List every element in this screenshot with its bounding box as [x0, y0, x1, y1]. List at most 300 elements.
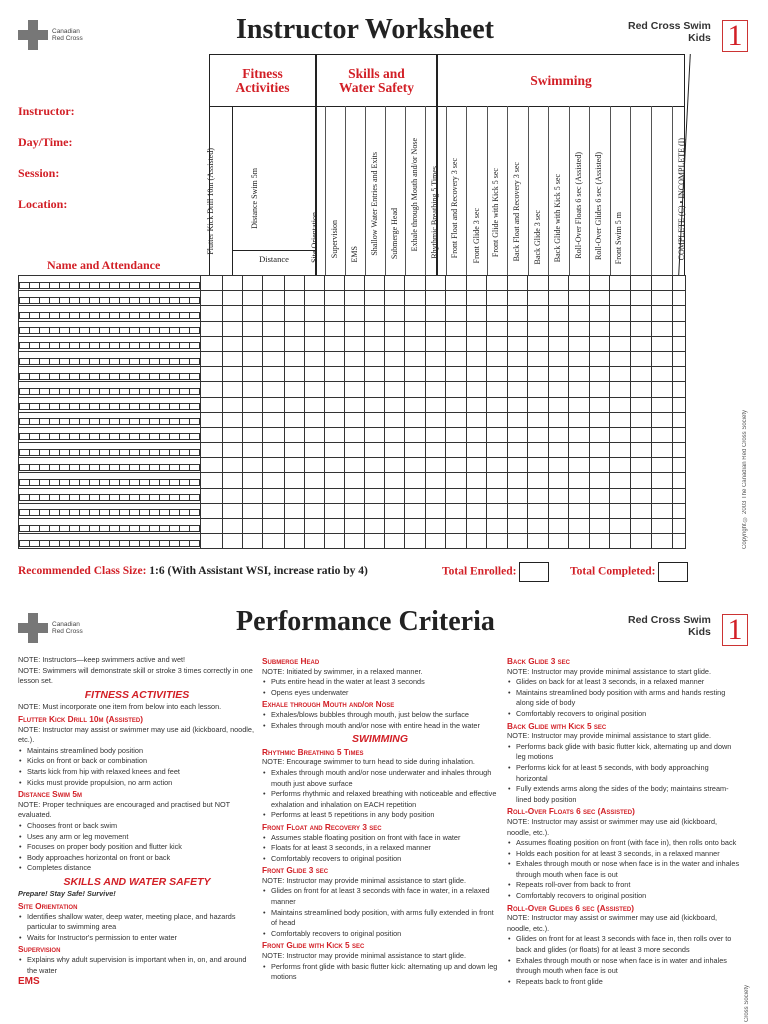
name-cell[interactable] — [19, 473, 201, 488]
score-cell[interactable] — [528, 519, 549, 534]
score-cell[interactable] — [305, 443, 325, 458]
score-cell[interactable] — [673, 291, 686, 306]
score-cell[interactable] — [610, 397, 631, 412]
score-cell[interactable] — [201, 427, 223, 442]
score-cell[interactable] — [365, 367, 385, 382]
score-cell[interactable] — [325, 473, 345, 488]
score-cell[interactable] — [590, 291, 610, 306]
score-cell[interactable] — [201, 488, 223, 503]
score-cell[interactable] — [201, 367, 223, 382]
score-cell[interactable] — [201, 336, 223, 351]
score-cell[interactable] — [405, 443, 426, 458]
score-cell[interactable] — [528, 367, 549, 382]
score-cell[interactable] — [263, 519, 285, 534]
score-cell[interactable] — [569, 276, 590, 291]
score-cell[interactable] — [652, 458, 673, 473]
score-cell[interactable] — [243, 503, 263, 518]
score-cell[interactable] — [285, 306, 305, 321]
score-cell[interactable] — [631, 519, 652, 534]
score-cell[interactable] — [508, 382, 528, 397]
name-cell[interactable] — [19, 412, 201, 427]
score-cell[interactable] — [467, 503, 487, 518]
score-cell[interactable] — [590, 306, 610, 321]
score-cell[interactable] — [487, 412, 508, 427]
score-cell[interactable] — [345, 367, 365, 382]
score-cell[interactable] — [345, 427, 365, 442]
score-cell[interactable] — [590, 473, 610, 488]
score-cell[interactable] — [426, 534, 446, 549]
score-cell[interactable] — [652, 276, 673, 291]
score-cell[interactable] — [385, 488, 405, 503]
score-cell[interactable] — [223, 351, 243, 366]
score-cell[interactable] — [528, 397, 549, 412]
score-cell[interactable] — [223, 276, 243, 291]
score-cell[interactable] — [549, 321, 569, 336]
score-cell[interactable] — [446, 276, 467, 291]
score-cell[interactable] — [528, 321, 549, 336]
score-cell[interactable] — [549, 503, 569, 518]
score-cell[interactable] — [426, 488, 446, 503]
score-cell[interactable] — [263, 306, 285, 321]
score-cell[interactable] — [487, 458, 508, 473]
score-cell[interactable] — [487, 306, 508, 321]
score-cell[interactable] — [325, 458, 345, 473]
score-cell[interactable] — [467, 382, 487, 397]
score-cell[interactable] — [610, 276, 631, 291]
score-cell[interactable] — [487, 534, 508, 549]
score-cell[interactable] — [508, 306, 528, 321]
score-cell[interactable] — [325, 276, 345, 291]
score-cell[interactable] — [243, 321, 263, 336]
score-cell[interactable] — [631, 321, 652, 336]
score-cell[interactable] — [385, 367, 405, 382]
score-cell[interactable] — [305, 534, 325, 549]
score-cell[interactable] — [305, 427, 325, 442]
score-cell[interactable] — [385, 306, 405, 321]
score-cell[interactable] — [345, 443, 365, 458]
score-cell[interactable] — [673, 306, 686, 321]
name-cell[interactable] — [19, 321, 201, 336]
score-cell[interactable] — [243, 473, 263, 488]
score-cell[interactable] — [201, 397, 223, 412]
score-cell[interactable] — [610, 519, 631, 534]
score-cell[interactable] — [446, 291, 467, 306]
score-cell[interactable] — [426, 336, 446, 351]
score-cell[interactable] — [590, 503, 610, 518]
score-cell[interactable] — [263, 534, 285, 549]
score-cell[interactable] — [385, 458, 405, 473]
score-cell[interactable] — [365, 276, 385, 291]
score-cell[interactable] — [569, 367, 590, 382]
score-cell[interactable] — [508, 427, 528, 442]
score-cell[interactable] — [345, 534, 365, 549]
score-cell[interactable] — [223, 382, 243, 397]
score-cell[interactable] — [405, 336, 426, 351]
score-cell[interactable] — [385, 351, 405, 366]
score-cell[interactable] — [569, 336, 590, 351]
score-cell[interactable] — [631, 458, 652, 473]
score-cell[interactable] — [365, 488, 385, 503]
score-cell[interactable] — [285, 367, 305, 382]
score-cell[interactable] — [446, 382, 467, 397]
score-cell[interactable] — [590, 534, 610, 549]
score-cell[interactable] — [487, 427, 508, 442]
score-cell[interactable] — [467, 427, 487, 442]
score-cell[interactable] — [305, 503, 325, 518]
name-cell[interactable] — [19, 382, 201, 397]
score-cell[interactable] — [590, 367, 610, 382]
score-cell[interactable] — [285, 503, 305, 518]
score-cell[interactable] — [305, 291, 325, 306]
score-cell[interactable] — [487, 321, 508, 336]
score-cell[interactable] — [426, 397, 446, 412]
score-cell[interactable] — [590, 336, 610, 351]
score-cell[interactable] — [446, 336, 467, 351]
score-cell[interactable] — [223, 443, 243, 458]
score-cell[interactable] — [325, 503, 345, 518]
score-cell[interactable] — [223, 321, 243, 336]
score-cell[interactable] — [508, 488, 528, 503]
score-cell[interactable] — [528, 276, 549, 291]
score-cell[interactable] — [652, 473, 673, 488]
score-cell[interactable] — [201, 351, 223, 366]
score-cell[interactable] — [508, 276, 528, 291]
score-cell[interactable] — [263, 488, 285, 503]
score-cell[interactable] — [508, 412, 528, 427]
score-cell[interactable] — [385, 397, 405, 412]
score-cell[interactable] — [305, 276, 325, 291]
score-cell[interactable] — [426, 306, 446, 321]
score-cell[interactable] — [325, 367, 345, 382]
score-cell[interactable] — [652, 488, 673, 503]
score-cell[interactable] — [549, 412, 569, 427]
score-cell[interactable] — [285, 473, 305, 488]
score-cell[interactable] — [426, 367, 446, 382]
name-cell[interactable] — [19, 276, 201, 291]
score-cell[interactable] — [508, 351, 528, 366]
score-cell[interactable] — [405, 382, 426, 397]
score-cell[interactable] — [508, 473, 528, 488]
score-cell[interactable] — [549, 336, 569, 351]
score-cell[interactable] — [673, 351, 686, 366]
score-cell[interactable] — [590, 427, 610, 442]
score-cell[interactable] — [201, 291, 223, 306]
score-cell[interactable] — [385, 276, 405, 291]
name-cell[interactable] — [19, 291, 201, 306]
score-cell[interactable] — [652, 321, 673, 336]
score-cell[interactable] — [610, 458, 631, 473]
score-cell[interactable] — [487, 519, 508, 534]
score-cell[interactable] — [405, 427, 426, 442]
score-cell[interactable] — [549, 473, 569, 488]
score-cell[interactable] — [405, 397, 426, 412]
score-cell[interactable] — [631, 427, 652, 442]
score-cell[interactable] — [405, 503, 426, 518]
score-cell[interactable] — [673, 534, 686, 549]
score-cell[interactable] — [385, 473, 405, 488]
score-cell[interactable] — [652, 382, 673, 397]
score-cell[interactable] — [631, 443, 652, 458]
score-cell[interactable] — [305, 351, 325, 366]
score-cell[interactable] — [610, 336, 631, 351]
score-cell[interactable] — [243, 458, 263, 473]
score-cell[interactable] — [365, 306, 385, 321]
score-cell[interactable] — [446, 458, 467, 473]
score-cell[interactable] — [508, 503, 528, 518]
score-cell[interactable] — [285, 443, 305, 458]
score-cell[interactable] — [201, 443, 223, 458]
score-cell[interactable] — [467, 534, 487, 549]
score-cell[interactable] — [487, 503, 508, 518]
score-cell[interactable] — [610, 473, 631, 488]
score-cell[interactable] — [243, 276, 263, 291]
total-enrolled-field[interactable] — [519, 562, 549, 582]
score-cell[interactable] — [345, 351, 365, 366]
score-cell[interactable] — [528, 427, 549, 442]
score-cell[interactable] — [345, 382, 365, 397]
score-cell[interactable] — [201, 503, 223, 518]
score-cell[interactable] — [285, 276, 305, 291]
score-cell[interactable] — [223, 412, 243, 427]
score-cell[interactable] — [569, 306, 590, 321]
score-cell[interactable] — [201, 534, 223, 549]
score-cell[interactable] — [467, 473, 487, 488]
score-cell[interactable] — [467, 412, 487, 427]
score-cell[interactable] — [467, 443, 487, 458]
score-cell[interactable] — [305, 488, 325, 503]
score-cell[interactable] — [508, 534, 528, 549]
score-cell[interactable] — [446, 427, 467, 442]
score-cell[interactable] — [652, 367, 673, 382]
score-cell[interactable] — [631, 488, 652, 503]
score-cell[interactable] — [487, 336, 508, 351]
score-cell[interactable] — [652, 336, 673, 351]
score-cell[interactable] — [426, 412, 446, 427]
score-cell[interactable] — [305, 321, 325, 336]
score-cell[interactable] — [652, 291, 673, 306]
score-cell[interactable] — [405, 473, 426, 488]
score-cell[interactable] — [652, 412, 673, 427]
score-cell[interactable] — [528, 443, 549, 458]
score-cell[interactable] — [549, 382, 569, 397]
score-cell[interactable] — [487, 291, 508, 306]
score-cell[interactable] — [590, 276, 610, 291]
score-cell[interactable] — [201, 519, 223, 534]
score-cell[interactable] — [590, 351, 610, 366]
score-cell[interactable] — [569, 427, 590, 442]
score-cell[interactable] — [345, 291, 365, 306]
score-cell[interactable] — [285, 519, 305, 534]
score-cell[interactable] — [263, 427, 285, 442]
score-cell[interactable] — [610, 321, 631, 336]
score-cell[interactable] — [345, 336, 365, 351]
score-cell[interactable] — [569, 519, 590, 534]
score-cell[interactable] — [305, 397, 325, 412]
score-cell[interactable] — [263, 351, 285, 366]
score-cell[interactable] — [201, 306, 223, 321]
score-cell[interactable] — [385, 534, 405, 549]
score-cell[interactable] — [285, 291, 305, 306]
score-cell[interactable] — [446, 412, 467, 427]
score-cell[interactable] — [508, 519, 528, 534]
score-cell[interactable] — [528, 382, 549, 397]
score-cell[interactable] — [365, 336, 385, 351]
score-cell[interactable] — [325, 382, 345, 397]
score-cell[interactable] — [325, 306, 345, 321]
score-cell[interactable] — [631, 412, 652, 427]
name-cell[interactable] — [19, 306, 201, 321]
score-cell[interactable] — [305, 412, 325, 427]
score-cell[interactable] — [263, 397, 285, 412]
score-cell[interactable] — [528, 488, 549, 503]
score-cell[interactable] — [345, 397, 365, 412]
score-cell[interactable] — [528, 534, 549, 549]
score-cell[interactable] — [201, 276, 223, 291]
score-cell[interactable] — [426, 276, 446, 291]
score-cell[interactable] — [426, 458, 446, 473]
score-cell[interactable] — [345, 306, 365, 321]
score-cell[interactable] — [590, 519, 610, 534]
score-cell[interactable] — [508, 336, 528, 351]
score-cell[interactable] — [223, 488, 243, 503]
score-cell[interactable] — [405, 321, 426, 336]
score-cell[interactable] — [405, 291, 426, 306]
score-cell[interactable] — [508, 443, 528, 458]
score-cell[interactable] — [285, 336, 305, 351]
score-cell[interactable] — [569, 458, 590, 473]
score-cell[interactable] — [569, 443, 590, 458]
score-cell[interactable] — [325, 412, 345, 427]
score-cell[interactable] — [610, 412, 631, 427]
score-cell[interactable] — [305, 367, 325, 382]
score-cell[interactable] — [405, 534, 426, 549]
score-cell[interactable] — [631, 306, 652, 321]
score-cell[interactable] — [610, 503, 631, 518]
score-cell[interactable] — [385, 382, 405, 397]
score-cell[interactable] — [528, 291, 549, 306]
score-cell[interactable] — [590, 458, 610, 473]
score-cell[interactable] — [673, 519, 686, 534]
score-cell[interactable] — [631, 382, 652, 397]
name-cell[interactable] — [19, 367, 201, 382]
score-cell[interactable] — [405, 367, 426, 382]
score-cell[interactable] — [631, 397, 652, 412]
score-cell[interactable] — [325, 351, 345, 366]
score-cell[interactable] — [590, 412, 610, 427]
score-cell[interactable] — [223, 458, 243, 473]
score-cell[interactable] — [590, 397, 610, 412]
score-cell[interactable] — [673, 336, 686, 351]
score-cell[interactable] — [631, 351, 652, 366]
score-cell[interactable] — [405, 519, 426, 534]
score-cell[interactable] — [610, 427, 631, 442]
score-cell[interactable] — [446, 503, 467, 518]
score-cell[interactable] — [285, 397, 305, 412]
score-cell[interactable] — [528, 473, 549, 488]
score-cell[interactable] — [487, 382, 508, 397]
score-cell[interactable] — [325, 291, 345, 306]
score-cell[interactable] — [263, 276, 285, 291]
score-cell[interactable] — [201, 382, 223, 397]
score-cell[interactable] — [487, 488, 508, 503]
score-cell[interactable] — [569, 534, 590, 549]
score-cell[interactable] — [223, 534, 243, 549]
score-cell[interactable] — [549, 427, 569, 442]
score-cell[interactable] — [610, 488, 631, 503]
score-cell[interactable] — [467, 351, 487, 366]
score-cell[interactable] — [673, 488, 686, 503]
score-cell[interactable] — [673, 503, 686, 518]
score-cell[interactable] — [631, 336, 652, 351]
score-cell[interactable] — [325, 534, 345, 549]
score-cell[interactable] — [365, 473, 385, 488]
score-cell[interactable] — [467, 397, 487, 412]
score-cell[interactable] — [243, 412, 263, 427]
score-cell[interactable] — [325, 488, 345, 503]
score-cell[interactable] — [549, 443, 569, 458]
score-cell[interactable] — [405, 412, 426, 427]
score-cell[interactable] — [405, 306, 426, 321]
score-cell[interactable] — [365, 397, 385, 412]
name-cell[interactable] — [19, 503, 201, 518]
score-cell[interactable] — [569, 351, 590, 366]
score-cell[interactable] — [223, 503, 243, 518]
score-cell[interactable] — [263, 458, 285, 473]
score-cell[interactable] — [569, 412, 590, 427]
score-cell[interactable] — [610, 382, 631, 397]
score-cell[interactable] — [223, 519, 243, 534]
score-cell[interactable] — [201, 321, 223, 336]
score-cell[interactable] — [673, 473, 686, 488]
score-cell[interactable] — [549, 397, 569, 412]
score-cell[interactable] — [385, 321, 405, 336]
score-cell[interactable] — [263, 443, 285, 458]
score-cell[interactable] — [285, 412, 305, 427]
score-cell[interactable] — [305, 306, 325, 321]
score-cell[interactable] — [285, 488, 305, 503]
score-cell[interactable] — [652, 503, 673, 518]
score-cell[interactable] — [631, 473, 652, 488]
score-cell[interactable] — [365, 519, 385, 534]
score-cell[interactable] — [325, 397, 345, 412]
name-cell[interactable] — [19, 458, 201, 473]
score-cell[interactable] — [385, 519, 405, 534]
score-cell[interactable] — [285, 321, 305, 336]
score-cell[interactable] — [446, 351, 467, 366]
score-cell[interactable] — [325, 427, 345, 442]
score-cell[interactable] — [385, 427, 405, 442]
score-cell[interactable] — [467, 519, 487, 534]
score-cell[interactable] — [549, 534, 569, 549]
score-cell[interactable] — [426, 321, 446, 336]
score-cell[interactable] — [365, 382, 385, 397]
score-cell[interactable] — [305, 458, 325, 473]
score-cell[interactable] — [487, 367, 508, 382]
score-cell[interactable] — [549, 291, 569, 306]
score-cell[interactable] — [243, 443, 263, 458]
score-cell[interactable] — [673, 458, 686, 473]
score-cell[interactable] — [263, 503, 285, 518]
score-cell[interactable] — [446, 519, 467, 534]
name-cell[interactable] — [19, 427, 201, 442]
score-cell[interactable] — [610, 367, 631, 382]
score-cell[interactable] — [201, 412, 223, 427]
score-cell[interactable] — [487, 473, 508, 488]
score-cell[interactable] — [467, 276, 487, 291]
score-cell[interactable] — [285, 534, 305, 549]
score-cell[interactable] — [285, 427, 305, 442]
score-cell[interactable] — [549, 458, 569, 473]
